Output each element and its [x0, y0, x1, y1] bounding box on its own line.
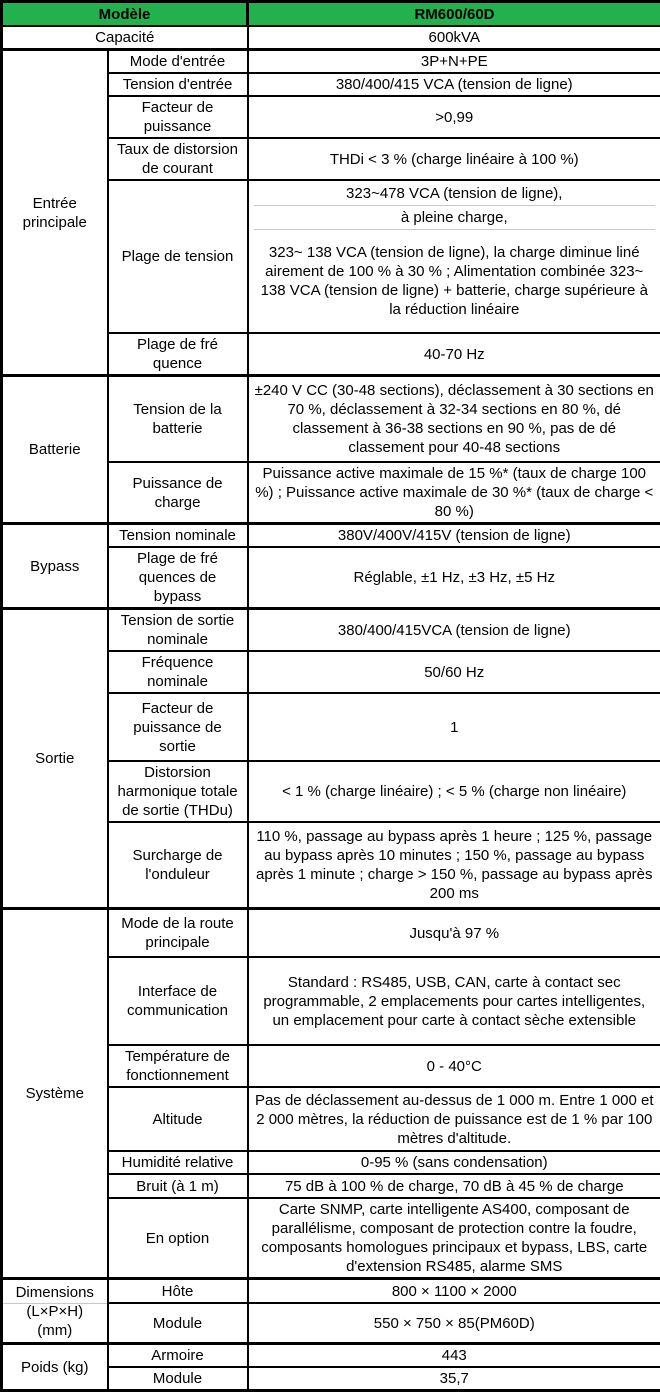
spec-value: 0-95 % (sans condensation) [248, 1151, 660, 1174]
capacity-label: Capacité [2, 26, 248, 50]
table-row [2, 524, 660, 548]
section-label-batterie: Batterie [2, 376, 108, 524]
spec-label: Température de fonctionnement [108, 1045, 248, 1087]
spec-value: ±240 V CC (30-48 sections), déclassement à 30 sections en 70 %, déclassement à 32-34 sections en 80 %, dé classement à 36-38 sections en 90 %, pas de dé classement pour 40-48 sections [248, 376, 660, 463]
spec-value: 800 × 1100 × 2000 [248, 1279, 660, 1304]
table-row [2, 1279, 660, 1304]
table-row [2, 376, 660, 463]
spec-value: 380/400/415 VCA (tension de ligne) [248, 73, 660, 96]
table-row [2, 909, 660, 958]
table-row [2, 609, 660, 652]
spec-label: Surcharge de l'onduleur [108, 822, 248, 909]
spec-value: Réglable, ±1 Hz, ±3 Hz, ±5 Hz [248, 547, 660, 609]
section-label-entree: Entrée principale [2, 50, 108, 376]
spec-value: 550 × 750 × 85(PM60D) [248, 1303, 660, 1344]
spec-label: Taux de distorsion de courant [108, 138, 248, 180]
spec-value: Jusqu'à 97 % [248, 909, 660, 958]
spec-label: Distorsion harmonique totale de sortie (THDu) [108, 761, 248, 822]
spec-label: Mode d'entrée [108, 50, 248, 74]
spec-label: Bruit (à 1 m) [108, 1174, 248, 1198]
spec-value: THDi < 3 % (charge linéaire à 100 %) [248, 138, 660, 180]
table-header-row [2, 2, 660, 27]
spec-label: Plage de fré quences de bypass [108, 547, 248, 609]
spec-label: Humidité relative [108, 1151, 248, 1174]
spec-value: 110 %, passage au bypass après 1 heure ; 125 %, passage au bypass après 10 minutes ; 150 %, passage au bypass après 1 minute ; charge > 150 %, passage au bypass après 200 ms [248, 822, 660, 909]
spec-label: Fréquence nominale [108, 651, 248, 693]
spec-value [248, 180, 660, 333]
spec-value-part: 323~478 VCA (tension de ligne), [254, 182, 656, 206]
spec-value: 40-70 Hz [248, 333, 660, 376]
section-label-poids: Poids (kg) [2, 1344, 108, 1391]
section-label-bypass: Bypass [2, 524, 108, 609]
spec-label: Altitude [108, 1087, 248, 1151]
spec-label: Hôte [108, 1279, 248, 1304]
spec-label: Armoire [108, 1344, 248, 1368]
spec-label: Tension de la batterie [108, 376, 248, 463]
spec-label: Mode de la route principale [108, 909, 248, 958]
spec-value: 50/60 Hz [248, 651, 660, 693]
capacity-value: 600kVA [248, 26, 660, 50]
spec-value: 443 [248, 1344, 660, 1368]
section-label-dimensions: Dimensions (L×P×H) (mm) [2, 1279, 108, 1344]
spec-value-part: à pleine charge, [254, 206, 656, 230]
spec-label: Puissance de charge [108, 462, 248, 524]
section-label-systeme: Système [2, 909, 108, 1279]
spec-value-part: 323~ 138 VCA (tension de ligne), la charge diminue liné airement de 100 % à 30 % ; Alimentation combinée 323~ 138 VCA (tension de ligne) + batterie, charge supérieure à la réduction linéaire [254, 230, 656, 331]
spec-label: Plage de tension [108, 180, 248, 333]
table-row [2, 50, 660, 74]
spec-value: Pas de déclassement au-dessus de 1 000 m. Entre 1 000 et 2 000 mètres, la réduction de puissance est de 1 % par 100 mètres d'altitude. [248, 1087, 660, 1151]
section-label-sortie: Sortie [2, 609, 108, 909]
spec-value: 1 [248, 693, 660, 761]
spec-label: Module [108, 1303, 248, 1344]
spec-value: 380V/400V/415V (tension de ligne) [248, 524, 660, 548]
model-header-label: Modèle [2, 2, 248, 27]
spec-value: 75 dB à 100 % de charge, 70 dB à 45 % de charge [248, 1174, 660, 1198]
spec-value: Puissance active maximale de 15 %* (taux de charge 100 %) ; Puissance active maximale de 30 %* (taux de charge < 80 %) [248, 462, 660, 524]
model-header-value: RM600/60D [248, 2, 660, 27]
spec-value: Standard : RS485, USB, CAN, carte à contact sec programmable, 2 emplacements pour cartes intelligentes, un emplacement pour carte à contact sèche extensible [248, 957, 660, 1045]
spec-value: 35,7 [248, 1367, 660, 1391]
spec-label: Module [108, 1367, 248, 1391]
table-row [2, 26, 660, 50]
spec-label: Tension de sortie nominale [108, 609, 248, 652]
spec-value: < 1 % (charge linéaire) ; < 5 % (charge non linéaire) [248, 761, 660, 822]
spec-value: 380/400/415VCA (tension de ligne) [248, 609, 660, 652]
spec-label: Facteur de puissance [108, 96, 248, 138]
spec-value: Carte SNMP, carte intelligente AS400, composant de parallélisme, composant de protection contre la foudre, composants homologues principaux et bypass, LBS, carte d'extension RS485, alarme SMS [248, 1198, 660, 1279]
spec-value: >0,99 [248, 96, 660, 138]
spec-label: Tension d'entrée [108, 73, 248, 96]
spec-label: Interface de communication [108, 957, 248, 1045]
spec-value: 3P+N+PE [248, 50, 660, 74]
spec-value: 0 - 40°C [248, 1045, 660, 1087]
spec-label: Tension nominale [108, 524, 248, 548]
spec-label: Facteur de puissance de sortie [108, 693, 248, 761]
spec-label: En option [108, 1198, 248, 1279]
spec-label: Plage de fré quence [108, 333, 248, 376]
table-row [2, 1344, 660, 1368]
